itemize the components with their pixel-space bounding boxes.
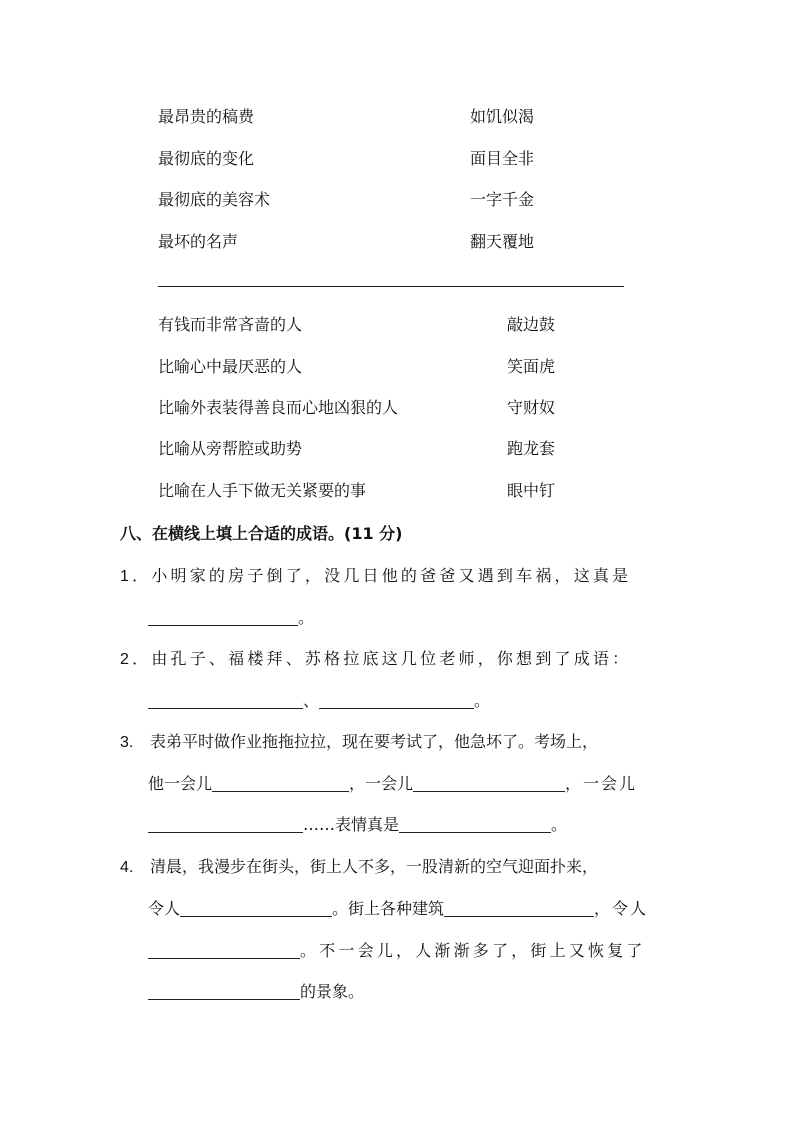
punctuation: 。 — [551, 815, 568, 834]
answer-blank[interactable] — [444, 900, 594, 917]
answer-blank[interactable] — [180, 900, 332, 917]
question-number: 2． — [120, 651, 152, 668]
match-left-item: 比喻在人手下做无关紧要的事 — [158, 481, 367, 500]
answer-blank[interactable] — [399, 816, 551, 833]
match-right-item: 如饥似渴 — [470, 107, 535, 126]
answer-blank[interactable] — [148, 983, 300, 1000]
match-right-item: 一字千金 — [470, 190, 535, 209]
question-text: 。不一会儿，人渐渐多了，街上又恢复了 — [300, 941, 646, 960]
punctuation: 。 — [474, 691, 491, 710]
question-text: 他一会儿 — [148, 774, 213, 793]
question-text: 令人 — [148, 899, 181, 918]
question-1-line-1 — [120, 565, 631, 588]
question-text: ……表情真是 — [303, 815, 400, 834]
question-1-line-2 — [148, 607, 314, 629]
question-text: 的景象。 — [300, 982, 365, 1001]
answer-blank[interactable] — [148, 816, 303, 833]
question-text: 。街上各种建筑 — [332, 899, 445, 918]
match-left-item: 比喻从旁帮腔或助势 — [158, 439, 303, 458]
question-4-line-3 — [148, 940, 646, 962]
match-left-item: 最彻底的美容术 — [158, 190, 271, 209]
match-left-item: 最昂贵的稿费 — [158, 107, 255, 126]
answer-blank[interactable] — [148, 692, 303, 709]
answer-blank[interactable] — [319, 692, 474, 709]
answer-blank[interactable] — [148, 942, 300, 959]
question-4-line-1 — [120, 856, 598, 879]
punctuation: 、 — [303, 691, 320, 710]
question-2-line-2 — [148, 690, 490, 712]
question-4-line-2 — [148, 898, 648, 920]
match-left-item: 有钱而非常吝啬的人 — [158, 315, 303, 334]
question-text: ，令人 — [594, 899, 649, 918]
question-number: 4. — [120, 859, 134, 876]
match-right-item: 翻天覆地 — [470, 232, 535, 251]
question-number: 1． — [120, 568, 152, 585]
match-left-item: 最彻底的变化 — [158, 149, 255, 168]
question-number: 3. — [120, 734, 134, 751]
question-text: 由孔子、福楼拜、苏格拉底这几位老师，你想到了成语： — [151, 649, 632, 668]
question-2-line-1 — [120, 648, 631, 671]
match-left-item: 比喻外表装得善良而心地凶狠的人 — [158, 398, 399, 417]
answer-blank[interactable] — [413, 775, 565, 792]
match-left-item: 比喻心中最厌恶的人 — [158, 357, 303, 376]
section-title: 八、在横线上填上合适的成语。(11 分) — [120, 524, 403, 543]
question-text: 小明家的房子倒了，没几日他的爸爸又遇到车祸，这真是 — [151, 566, 632, 585]
punctuation: 。 — [298, 608, 315, 627]
match-left-item: 最坏的名声 — [158, 232, 239, 251]
answer-blank[interactable] — [148, 609, 298, 626]
answer-blank[interactable] — [212, 775, 349, 792]
question-text: ，一会儿 — [349, 774, 414, 793]
question-text: 表弟平时做作业拖拖拉拉，现在要考试了，他急坏了。考场上， — [150, 732, 599, 751]
match-right-item: 守财奴 — [507, 398, 556, 417]
question-4-line-4 — [148, 981, 364, 1003]
match-right-item: 面目全非 — [470, 149, 535, 168]
question-3-line-2 — [148, 773, 637, 795]
question-3-line-1 — [120, 731, 598, 754]
match-right-item: 跑龙套 — [507, 439, 556, 458]
match-right-item: 敲边鼓 — [507, 315, 556, 334]
group-divider-line — [158, 286, 624, 287]
match-right-item: 笑面虎 — [507, 357, 556, 376]
question-text: 清晨，我漫步在街头，街上人不多，一股清新的空气迎面扑来， — [150, 857, 599, 876]
question-3-line-3 — [148, 814, 567, 836]
match-right-item: 眼中钉 — [507, 481, 556, 500]
question-text: ，一会儿 — [565, 774, 638, 793]
